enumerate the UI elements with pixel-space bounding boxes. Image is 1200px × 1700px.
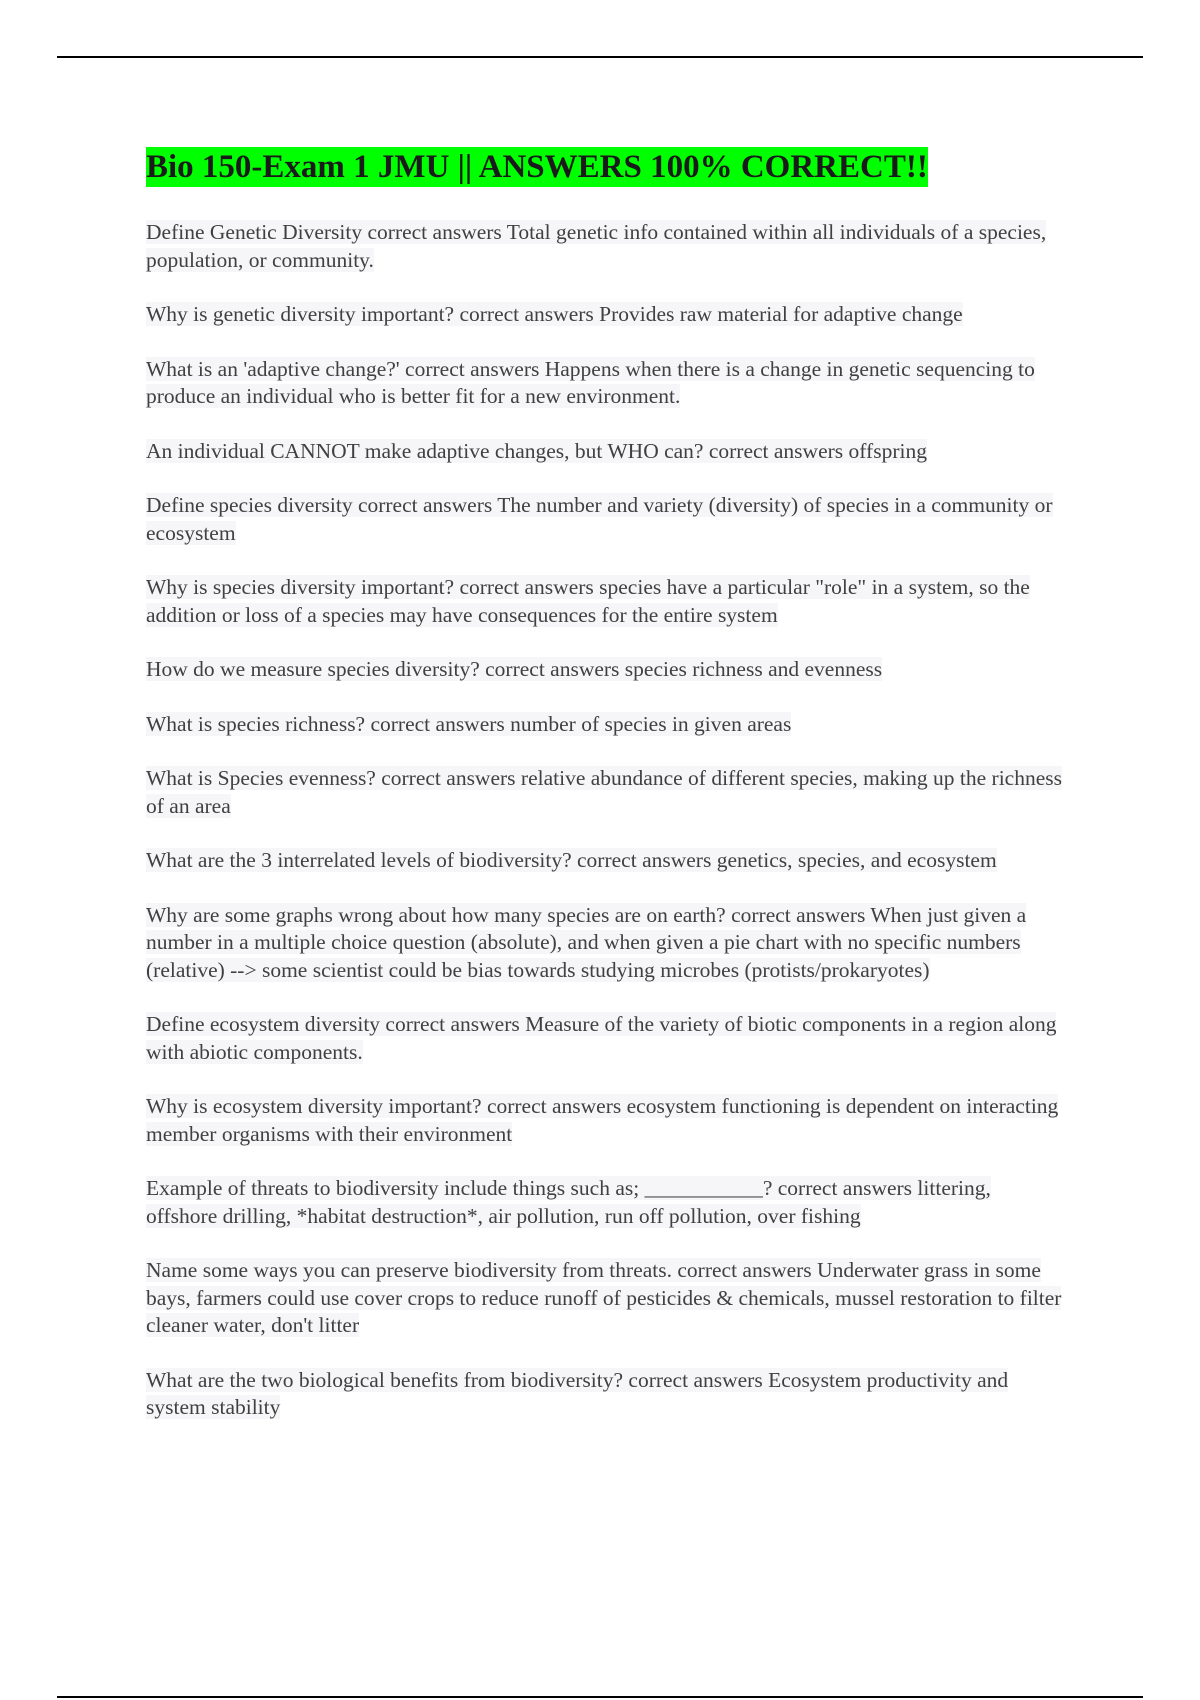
qa-text: What is species richness? correct answers number of species in given areas [146,711,792,736]
qa-item [146,1093,1066,1148]
qa-item [146,301,1066,329]
qa-item [146,356,1066,411]
qa-item [146,765,1066,820]
qa-item [146,492,1066,547]
document-body [146,145,1066,1449]
qa-text: An individual CANNOT make adaptive changes, but WHO can? correct answers offspring [146,438,927,463]
qa-item [146,656,1066,684]
title-block [146,145,1066,195]
qa-item [146,219,1066,274]
qa-text: Why is species diversity important? correct answers species have a particular "role" in a system, so the addition or loss of a species may have consequences for the entire system [146,575,1030,627]
qa-text: Define Genetic Diversity correct answers Total genetic info contained within all individuals of a species, population, or community. [146,220,1047,272]
qa-text: Define species diversity correct answers The number and variety (diversity) of species in a community or ecosystem [146,493,1053,545]
qa-text: Why is genetic diversity important? correct answers Provides raw material for adaptive change [146,302,963,326]
qa-text: How do we measure species diversity? correct answers species richness and evenness [146,657,883,681]
qa-text: Why are some graphs wrong about how many species are on earth? correct answers When just given a number in a multiple choice question (absolute), and when given a pie chart with no specific numbers (relative) --> some scientist could be bias towards studying microbes (protists/prokaryotes) [146,902,1027,982]
qa-item [146,847,1066,875]
qa-item [146,1257,1066,1340]
qa-text: Example of threats to biodiversity include things such as; ___________? correct answers littering, offshore drilling, *habitat destruction*, air pollution, run off pollution, over fishing [146,1176,991,1228]
qa-item [146,1175,1066,1230]
qa-text: Name some ways you can preserve biodiversity from threats. correct answers Underwater grass in some bays, farmers could use cover crops to reduce runoff of pesticides & chemicals, mussel restoration to filter cleaner water, don't litter [146,1258,1062,1337]
header-rule [57,56,1143,58]
qa-item [146,574,1066,629]
qa-item [146,438,1066,466]
qa-text: Why is ecosystem diversity important? correct answers ecosystem functioning is dependent on interacting member organisms with their environment [146,1094,1059,1146]
qa-text: What is an 'adaptive change?' correct answers Happens when there is a change in genetic sequencing to produce an individual who is better fit for a new environment. [146,356,1035,408]
footer-rule [57,1696,1143,1698]
qa-item [146,711,1066,739]
qa-item [146,1011,1066,1066]
document-title: Bio 150-Exam 1 JMU || ANSWERS 100% CORRECT!! [146,149,928,185]
qa-text: Define ecosystem diversity correct answers Measure of the variety of biotic components in a region along with abiotic components. [146,1012,1057,1064]
qa-text: What are the two biological benefits from biodiversity? correct answers Ecosystem productivity and system stability [146,1367,1009,1419]
qa-item [146,1367,1066,1422]
qa-list [146,219,1066,1422]
qa-text: What is Species evenness? correct answers relative abundance of different species, making up the richness of an area [146,766,1062,818]
qa-text: What are the 3 interrelated levels of biodiversity? correct answers genetics, species, and ecosystem [146,848,997,872]
qa-item [146,902,1066,985]
